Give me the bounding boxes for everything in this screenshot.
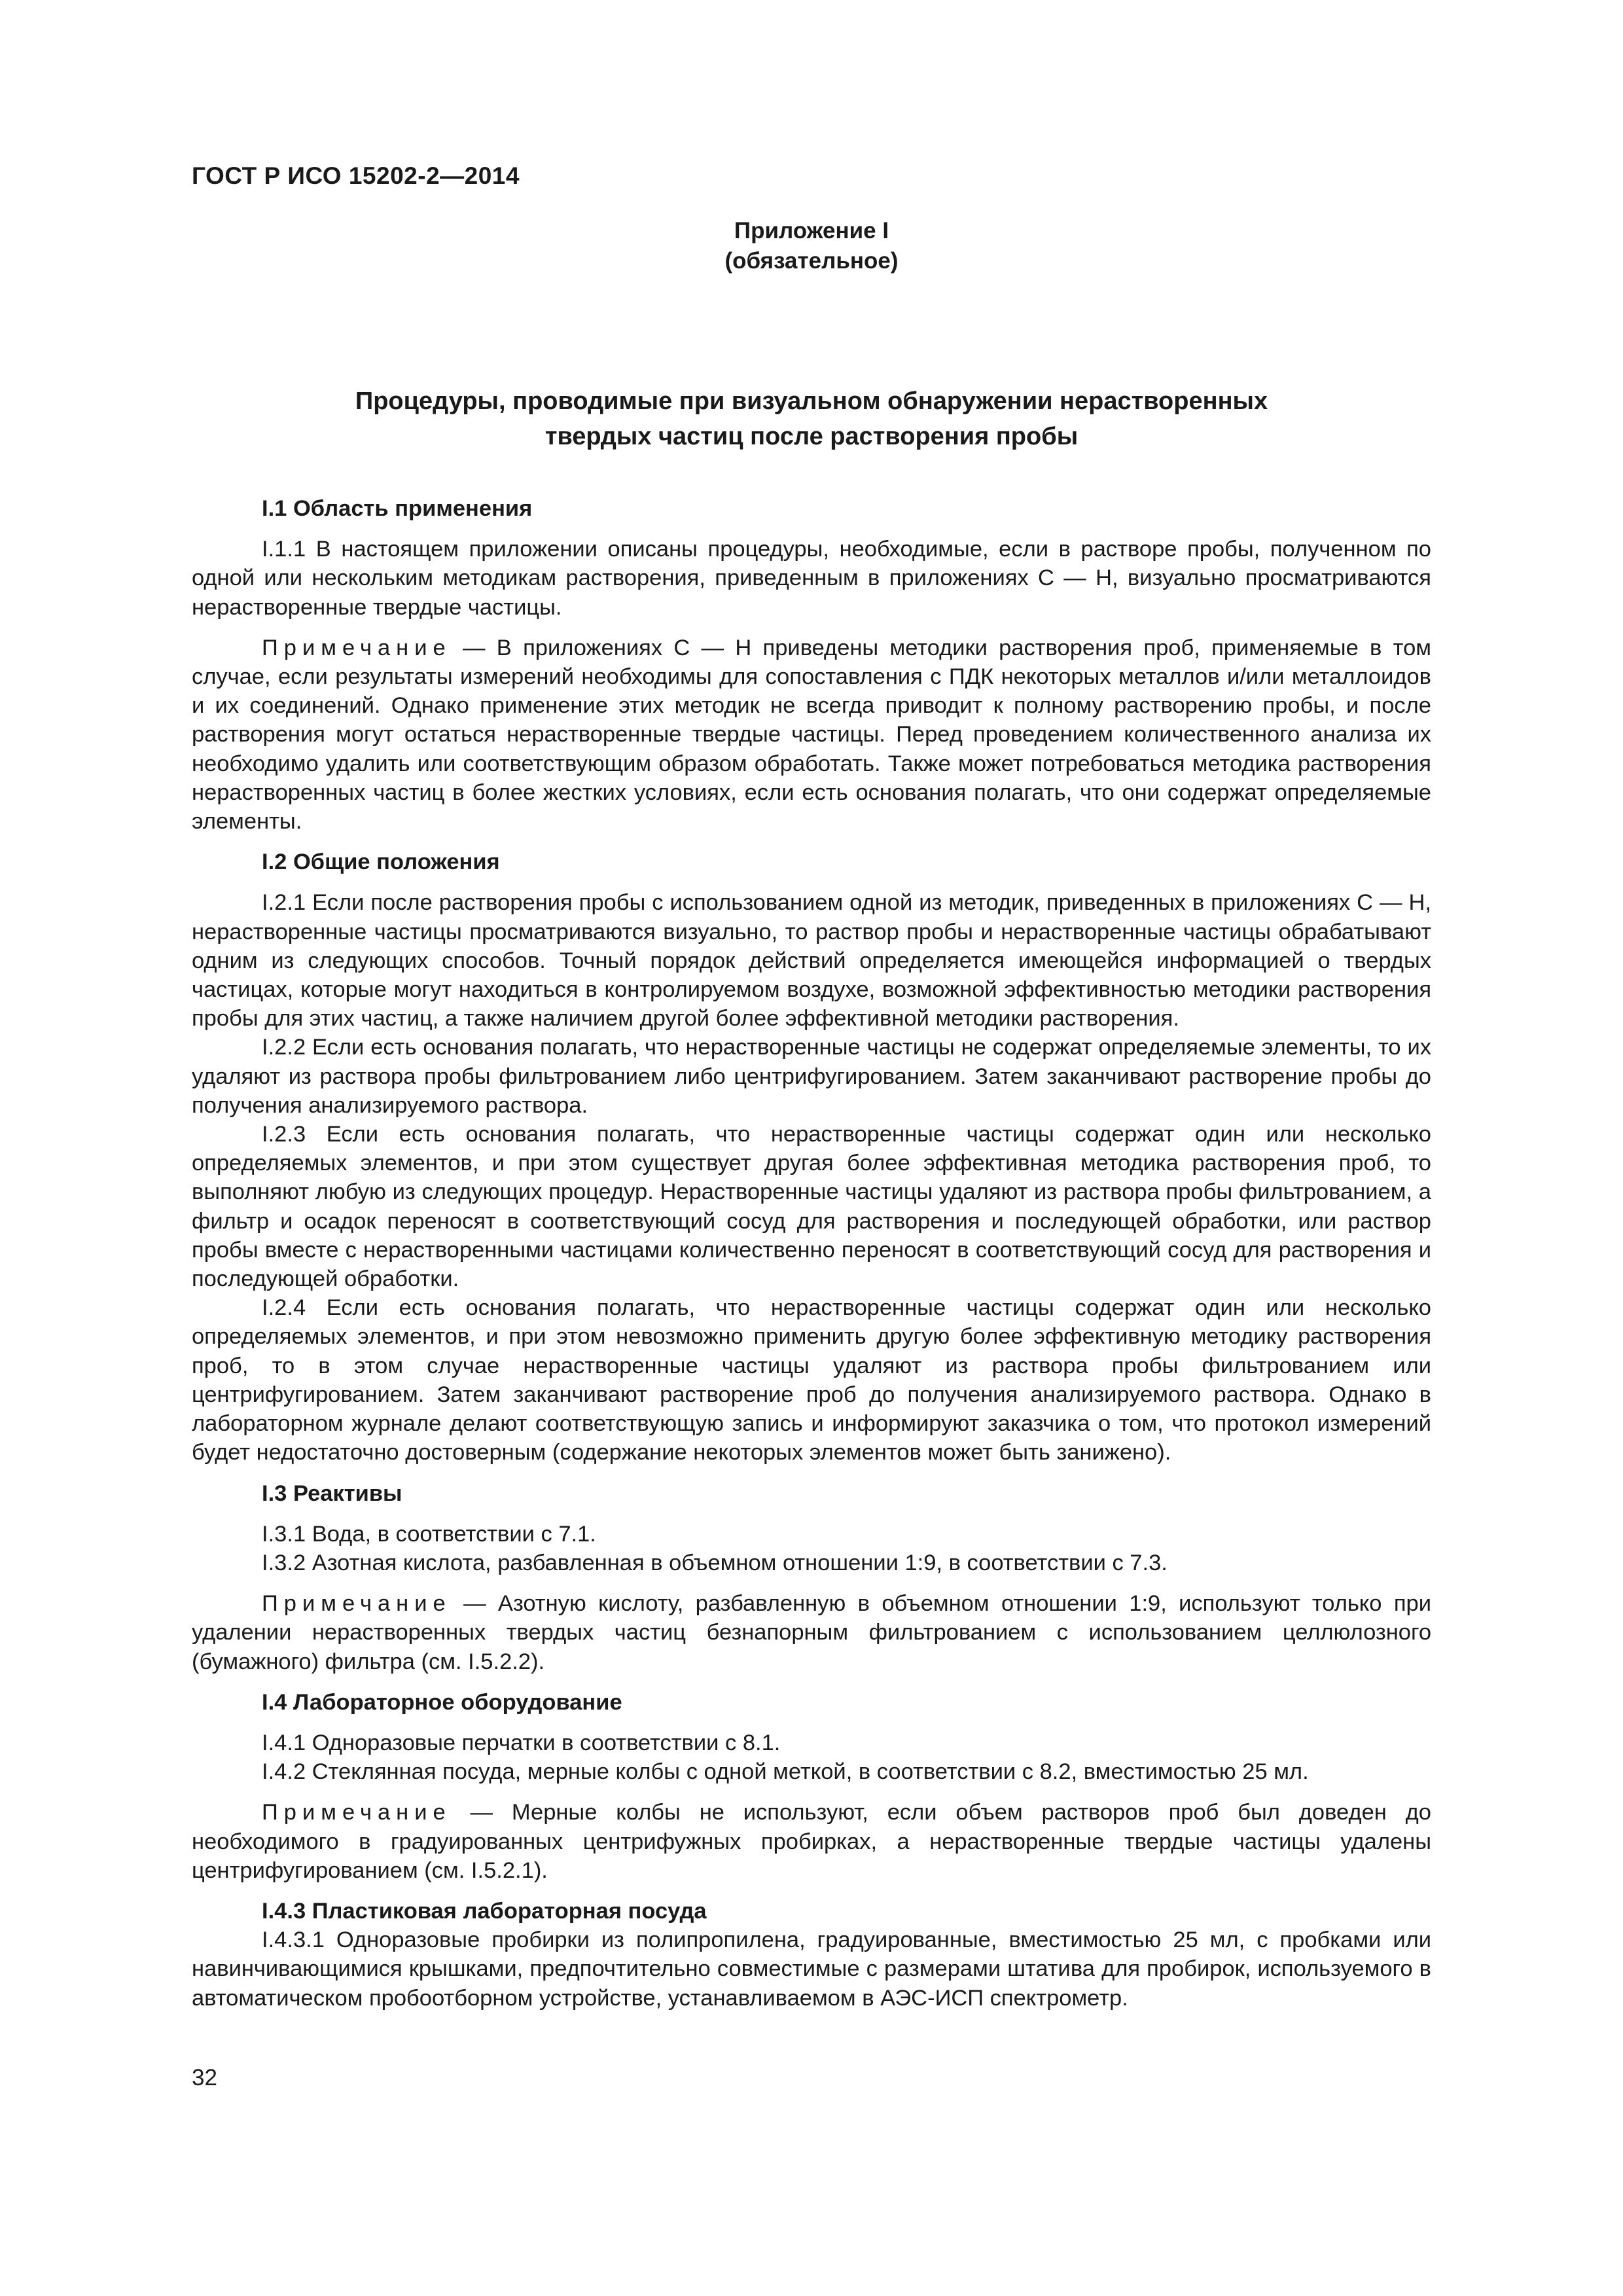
paragraph: I.4.1 Одноразовые перчатки в соответствии с 8.1. xyxy=(262,1730,781,1755)
paragraph: I.2.2 Если есть основания полагать, что нерастворенные частицы не содержат определяемые элементы, то их удаляют из раствора пробы фильтрованием либо центрифугированием. Затем заканчивают растворение пробы до получения анализируемого раствора. xyxy=(192,1035,1431,1118)
note-text: — Азотную кислоту, разбавленную в объемном отношении 1:9, используют только при удалении нерастворенных твердых частиц безнапорным фильтрованием с использованием целлюлозного (бумажного) фильтра (см. I.5.2.2). xyxy=(192,1591,1431,1674)
document-body xyxy=(192,494,1431,2013)
paragraph: I.2.3 Если есть основания полагать, что нерастворенные частицы содержат один или несколько определяемых элементов, и при этом существует другая более эффективная методика растворения проб, то выполняют любую из следующих процедур. Нерастворенные частицы удаляют из раствора пробы фильтрованием, а фильтр и осадок переносят в соответствующий сосуд для растворения и последующей обработки, или раствор пробы вместе с нерастворенными частицами количественно переносят в соответствующий сосуд для растворения и последующей обработки. xyxy=(192,1122,1431,1292)
paragraph: I.4.3.1 Одноразовые пробирки из полипропилена, градуированные, вместимостью 25 мл, с пробками или навинчивающимися крышками, предпочтительно совместимые с размерами штатива для пробирок, используемого в автоматическом пробоотборном устройстве, устанавливаемом в АЭС-ИСП спектрометр. xyxy=(192,1928,1431,2011)
paragraph: I.1.1 В настоящем приложении описаны процедуры, необходимые, если в растворе пробы, полученном по одной или нескольким методикам растворения, приведенным в приложениях С — Н, визуально просматриваются нерастворенные твердые частицы. xyxy=(192,537,1431,620)
note-label: Примечание xyxy=(262,1800,452,1825)
paragraph: I.2.4 Если есть основания полагать, что нерастворенные частицы содержат один или несколько определяемых элементов, и при этом невозможно применить другую более эффективную методику растворения проб, то в этом случае нерастворенные частицы удаляют из раствора пробы фильтрованием или центрифугированием. Затем заканчивают растворение проб до получения анализируемого раствора. Однако в лабораторном журнале делают соответствующую запись и информируют заказчика о том, что протокол измерений будет недостаточно достоверным (содержание некоторых элементов может быть занижено). xyxy=(192,1295,1431,1465)
paragraph: I.3.1 Вода, в соответствии с 7.1. xyxy=(262,1521,596,1547)
paragraph: I.2.1 Если после растворения пробы с использованием одной из методик, приведенных в приложениях С — Н, нерастворенные частицы просматриваются визуально, то раствор пробы и нерастворенные частицы обрабатывают одним из следующих способов. Точный порядок действий определяется имеющейся информацией о твердых частицах, которые могут находиться в контролируемом воздухе, возможной эффективностью методики растворения пробы для этих частиц, а также наличием другой более эффективной методики растворения. xyxy=(192,890,1431,1031)
annex-title-line2: твердых частиц после растворения пробы xyxy=(544,423,1079,450)
section-heading: I.1 Область применения xyxy=(262,496,533,521)
section-heading: I.4 Лабораторное оборудование xyxy=(262,1689,622,1715)
section-heading: I.2 Общие положения xyxy=(262,850,500,875)
annex-title-line1: Процедуры, проводимые при визуальном обнаружении нерастворенных xyxy=(355,387,1268,415)
note-label: Примечание xyxy=(262,635,452,660)
paragraph: I.3.2 Азотная кислота, разбавленная в объемном отношении 1:9, в соответствии с 7.3. xyxy=(262,1550,1168,1575)
paragraph: I.4.2 Стеклянная посуда, мерные колбы с одной меткой, в соответствии с 8.2, вместимостью 25 мл. xyxy=(262,1759,1309,1785)
subsection-heading: I.4.3 Пластиковая лабораторная посуда xyxy=(262,1898,707,1924)
page-number: 32 xyxy=(192,2065,217,2090)
note-paragraph xyxy=(192,1589,1431,1676)
note-label: Примечание xyxy=(262,1591,452,1617)
note-paragraph xyxy=(192,634,1431,836)
annex-title xyxy=(192,384,1431,454)
annex-label: Приложение I xyxy=(734,218,889,243)
note-text: — Мерные колбы не используют, если объем растворов проб был доведен до необходимого в градуированных центрифужных пробирках, а нерастворенные твердые частицы удалены центрифугированием (см. I.5.2.1). xyxy=(192,1800,1431,1883)
section-heading: I.3 Реактивы xyxy=(262,1480,402,1506)
note-text: — В приложениях С — Н приведены методики растворения проб, применяемые в том случае, если результаты измерений необходимы для сопоставления с ПДК некоторых металлов и/или металлоидов и их соединений. Однако применение этих методик не всегда приводит к полному растворению пробы, и после растворения могут остаться нерастворенные твердые частицы. Перед проведением количественного анализа их необходимо удалить или соответствующим образом обработать. Также может потребоваться методика растворения нерастворенных частиц в более жестких условиях, если есть основания полагать, что они содержат определяемые элементы. xyxy=(192,635,1431,834)
annex-status: (обязательное) xyxy=(724,248,899,274)
note-paragraph xyxy=(192,1798,1431,1885)
standard-designation: ГОСТ Р ИСО 15202-2—2014 xyxy=(192,162,520,189)
